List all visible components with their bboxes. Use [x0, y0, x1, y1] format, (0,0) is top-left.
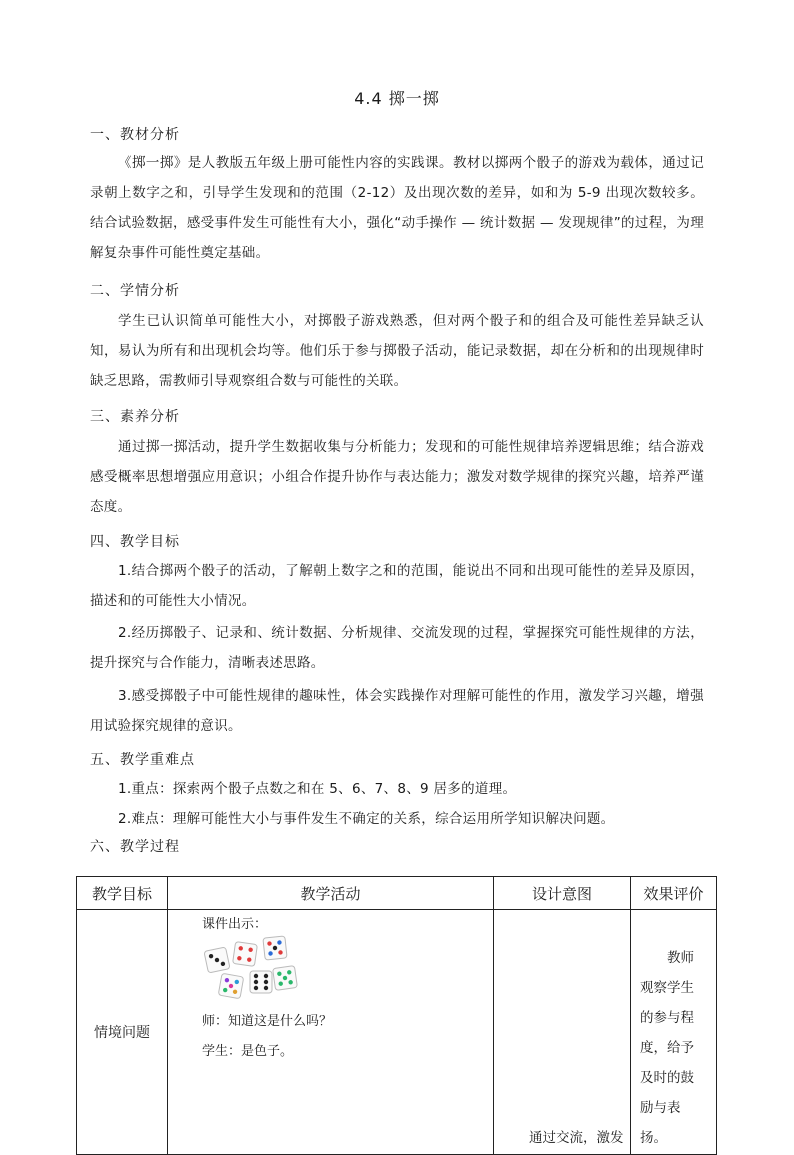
header-evaluation: 效果评价	[631, 877, 717, 910]
teaching-process-table	[76, 876, 717, 1155]
key-point: 1.重点：探索两个骰子点数之和在 5、6、7、8、9 居多的道理。	[118, 781, 517, 797]
cell-intent	[494, 910, 631, 1155]
cell-goal: 情境问题	[77, 910, 168, 1155]
section-text-2: 学生已认识简单可能性大小，对掷骰子游戏熟悉，但对两个骰子和的组合及可能性差异缺乏认知，易认为所有和出现机会均等。他们乐于参与掷骰子活动，能记录数据，却在分析和的出现规律时缺乏思路，需教师引导观察组合数与可能性的关联。	[90, 313, 704, 389]
header-activity: 教学活动	[168, 877, 494, 910]
header-goal: 教学目标	[77, 877, 168, 910]
section-heading-3: 三、素养分析	[90, 409, 180, 425]
activity-line-1: 课件出示：	[202, 917, 268, 932]
page-title: 4.4 掷一掷	[354, 89, 440, 108]
header-intent: 设计意图	[494, 877, 631, 910]
table-header-row	[77, 877, 717, 910]
dice-image	[202, 935, 492, 1005]
cell-evaluation	[631, 910, 717, 1155]
dice-icon	[202, 935, 298, 1001]
table-row	[77, 910, 717, 1155]
objective-3: 3.感受掷骰子中可能性规律的趣味性，体会实践操作对理解可能性的作用，激发学习兴趣，增强用试验探究规律的意识。	[90, 688, 704, 734]
section-heading-5: 五、教学重难点	[90, 752, 195, 768]
section-heading-2: 二、学情分析	[90, 283, 180, 299]
cell-activity	[168, 910, 494, 1155]
difficult-point: 2.难点：理解可能性大小与事件发生不确定的关系，综合运用所学知识解决问题。	[118, 811, 615, 827]
objective-1: 1.结合掷两个骰子的活动，了解朝上数字之和的范围，能说出不同和出现可能性的差异及原因，描述和的可能性大小情况。	[90, 563, 704, 609]
objective-2: 2.经历掷骰子、记录和、统计数据、分析规律、交流发现的过程，掌握探究可能性规律的方法，提升探究与合作能力，清晰表述思路。	[90, 625, 704, 671]
section-text-3: 通过掷一掷活动，提升学生数据收集与分析能力；发现和的可能性规律培养逻辑思维；结合游戏感受概率思想增强应用意识；小组合作提升协作与表达能力；激发对数学规律的探究兴趣，培养严谨态度。	[90, 439, 704, 515]
evaluation-text: 教师观察学生的参与程度，给予及时的鼓励与表扬。	[640, 950, 694, 1146]
section-text-1: 《掷一掷》是人教版五年级上册可能性内容的实践课。教材以掷两个骰子的游戏为载体，通过记录朝上数字之和，引导学生发现和的范围（2-12）及出现次数的差异，如和为 5-9 出现次数较多。结合试验数据，感受事件发生可能性有大小，强化“动手操作 — 统计数据 — 发现规律”的过程，为理解复杂事件可能性奠定基础。	[90, 155, 704, 261]
intent-text: 通过交流，激发	[529, 1130, 624, 1146]
section-heading-1: 一、教材分析	[90, 127, 180, 143]
section-heading-6: 六、教学过程	[90, 839, 180, 855]
section-heading-4: 四、教学目标	[90, 534, 180, 550]
activity-line-2: 师：知道这是什么吗？	[202, 1014, 333, 1029]
activity-line-3: 学生：是色子。	[202, 1044, 294, 1059]
